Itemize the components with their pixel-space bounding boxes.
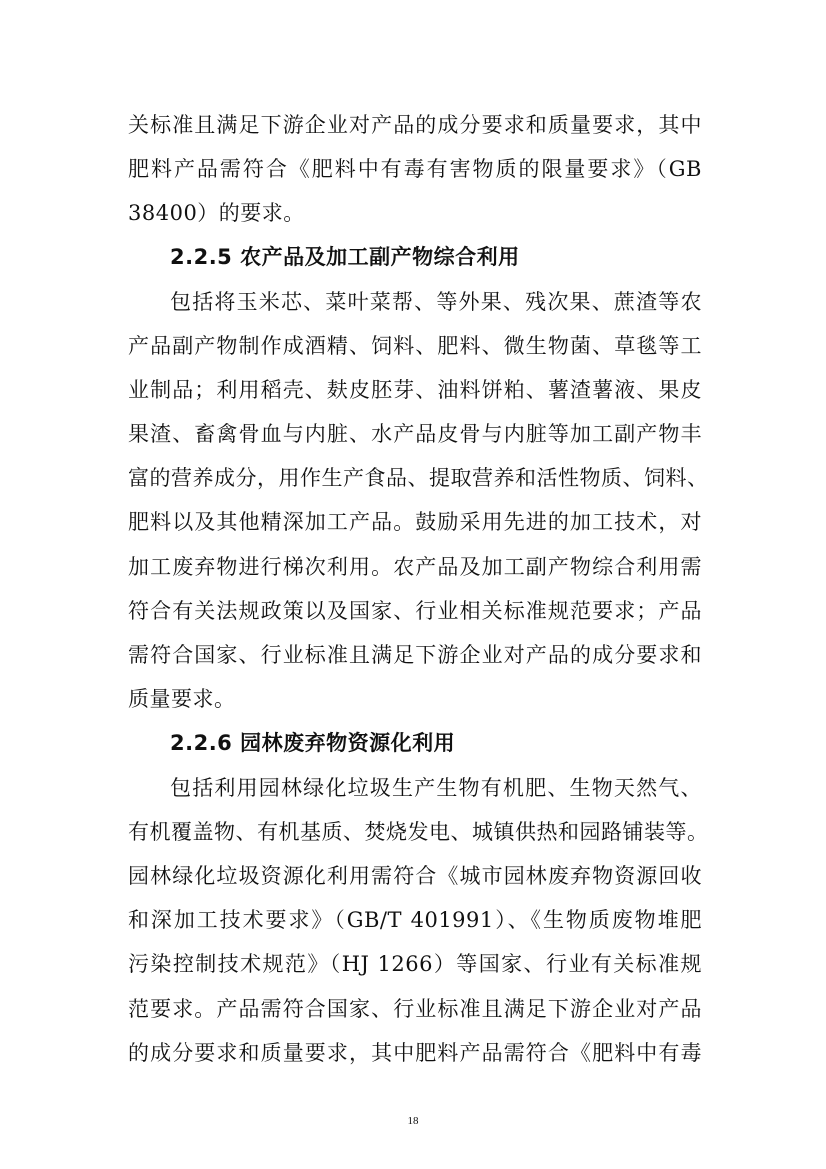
text-line: 业制品；利用稻壳、麸皮胚芽、油料饼粕、薯渣薯液、果皮 [128,378,702,402]
text-line: 园林绿化垃圾资源化利用需符合《城市园林废弃物资源回收 [128,864,702,888]
section-heading-2-2-5: 2.2.5 农产品及加工副产物综合利用 [170,245,520,269]
text-line: 包括将玉米芯、菜叶菜帮、等外果、残次果、蔗渣等农 [170,290,702,314]
text-line: 关标准且满足下游企业对产品的成分要求和质量要求，其中 [128,113,702,137]
page-number: 18 [407,1115,419,1127]
section-heading-2-2-6: 2.2.6 园林废弃物资源化利用 [170,731,456,755]
text-line: 范要求。产品需符合国家、行业标准且满足下游企业对产品 [128,997,702,1021]
text-line: 污染控制技术规范》（HJ 1266）等国家、行业有关标准规 [128,952,702,976]
text-line: 包括利用园林绿化垃圾生产生物有机肥、生物天然气、 [170,776,702,800]
text-line: 和深加工技术要求》（GB/T 401991）、《生物质废物堆肥 [128,908,702,932]
text-line: 符合有关法规政策以及国家、行业相关标准规范要求；产品 [128,599,702,623]
text-line: 富的营养成分，用作生产食品、提取营养和活性物质、饲料、 [128,466,709,490]
text-line: 产品副产物制作成酒精、饲料、肥料、微生物菌、草毯等工 [128,334,702,358]
text-line: 有机覆盖物、有机基质、焚烧发电、城镇供热和园路铺装等。 [128,820,709,844]
text-line: 果渣、畜禽骨血与内脏、水产品皮骨与内脏等加工副产物丰 [128,422,702,446]
text-line: 加工废弃物进行梯次利用。农产品及加工副产物综合利用需 [128,555,702,579]
text-line: 的成分要求和质量要求，其中肥料产品需符合《肥料中有毒 [128,1041,702,1065]
text-line: 需符合国家、行业标准且满足下游企业对产品的成分要求和 [128,643,702,667]
text-line: 38400）的要求。 [128,201,305,225]
text-line: 质量要求。 [128,687,236,711]
text-line: 肥料以及其他精深加工产品。鼓励采用先进的加工技术，对 [128,510,702,534]
text-line: 肥料产品需符合《肥料中有毒有害物质的限量要求》（GB [128,157,702,181]
